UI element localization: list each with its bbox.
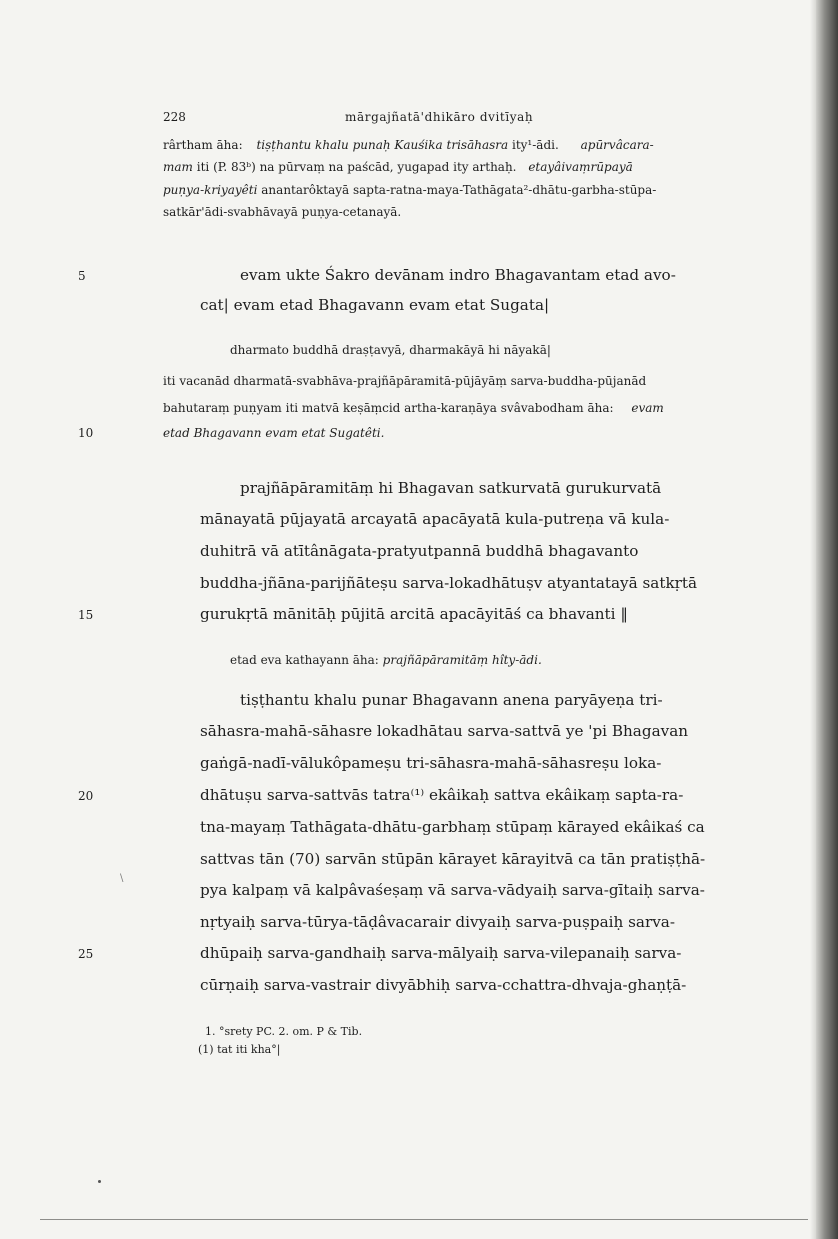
line-number: 10 [78, 426, 94, 440]
commentary-line: etad eva kathayann āha: prajñāpāramitāṃ hîty-ādi. [230, 653, 542, 667]
verse-line: prajñāpāramitāṃ hi Bhagavan satkurvatā gurukurvatā [240, 479, 662, 497]
verse-line: dhātuṣu sarva-sattvās tatra⁽¹⁾ ekâikaḥ sattva ekâikaṃ sapta-ra- [200, 786, 684, 804]
commentary-line: dharmato buddhā draṣṭavyā, dharmakāyā hi nāyakā| [230, 343, 551, 357]
verse-line: dhūpaiḥ sarva-gandhaiḥ sarva-mālyaiḥ sarva-vilepanaiḥ sarva- [200, 944, 682, 962]
commentary-line: mam iti (P. 83ᵇ) na pūrvaṃ na paścād, yugapad ity arthaḥ. etayâivaṃrūpayā [163, 160, 633, 174]
verse-line: gurukṛtā mānitāḥ pūjitā arcitā apacāyitāś ca bhavanti ‖ [200, 605, 628, 623]
footnote: 1. °srety PC. 2. om. P & Tib. [205, 1025, 363, 1038]
footnote: (1) tat iti kha°| [198, 1043, 281, 1056]
verse-line: gaṅgā-nadī-vālukôpameṣu tri-sāhasra-mahā-sāhasreṣu loka- [200, 754, 662, 772]
verse-line: tiṣṭhantu khalu punar Bhagavann anena paryāyeṇa tri- [240, 691, 663, 709]
page-edge-fade [810, 0, 816, 1239]
running-title: mārgajñatā'dhikāro dvitīyaḥ [345, 110, 534, 124]
margin-mark: \ [120, 873, 124, 884]
bottom-rule [40, 1219, 808, 1220]
commentary-line: rârtham āha: tiṣṭhantu khalu punaḥ Kauśika trisāhasra ity¹-ādi. apūrvâcara- [163, 138, 654, 152]
commentary-line: etad Bhagavann evam etat Sugatêti. [163, 426, 385, 440]
verse-line: tna-mayaṃ Tathāgata-dhātu-garbhaṃ stūpaṃ kārayed ekâikaś ca [200, 818, 705, 836]
verse-line: mānayatā pūjayatā arcayatā apacāyatā kula-putreṇa vā kula- [200, 510, 670, 528]
verse-line: pya kalpaṃ vā kalpâvaśeṣaṃ vā sarva-vādyaiḥ sarva-gītaiḥ sarva- [200, 881, 705, 899]
page-edge-shadow [816, 0, 838, 1239]
line-number: 25 [78, 947, 94, 961]
commentary-line: puṇya-kriyayêti anantarôktayā sapta-ratna-maya-Tathāgata²-dhātu-garbha-stūpa- [163, 183, 657, 197]
page-number: 228 [163, 110, 186, 124]
verse-line: sattvas tān (70) sarvān stūpān kārayet kārayitvā ca tān pratiṣṭhā- [200, 850, 706, 868]
commentary-line: satkār'ādi-svabhāvayā puṇya-cetanayā. [163, 205, 402, 219]
commentary-line: bahutaraṃ puṇyam iti matvā keṣāṃcid artha-karaṇāya svâvabodham āha: evam [163, 401, 664, 415]
line-number: 15 [78, 608, 94, 622]
verse-line: cūrṇaiḥ sarva-vastrair divyābhiḥ sarva-cchattra-dhvaja-ghaṇṭā- [200, 976, 687, 994]
verse-line: evam ukte Śakro devānam indro Bhagavantam etad avo- [240, 266, 676, 284]
verse-line: nṛtyaiḥ sarva-tūrya-tāḍâvacarair divyaiḥ sarva-puṣpaiḥ sarva- [200, 913, 675, 931]
verse-line: buddha-jñāna-parijñāteṣu sarva-lokadhātuṣv atyantatayā satkṛtā [200, 574, 698, 592]
verse-line: sāhasra-mahā-sāhasre lokadhātau sarva-sattvā ye 'pi Bhagavan [200, 722, 689, 740]
line-number: 5 [78, 269, 86, 283]
commentary-line: iti vacanād dharmatā-svabhāva-prajñāpāramitā-pūjāyāṃ sarva-buddha-pūjanād [163, 374, 647, 388]
verse-line: duhitrā vā atītânāgata-pratyutpannā buddhā bhagavanto [200, 542, 639, 560]
verse-line: cat| evam etad Bhagavann evam etat Sugata| [200, 296, 550, 314]
speck [98, 1180, 101, 1183]
line-number: 20 [78, 789, 94, 803]
